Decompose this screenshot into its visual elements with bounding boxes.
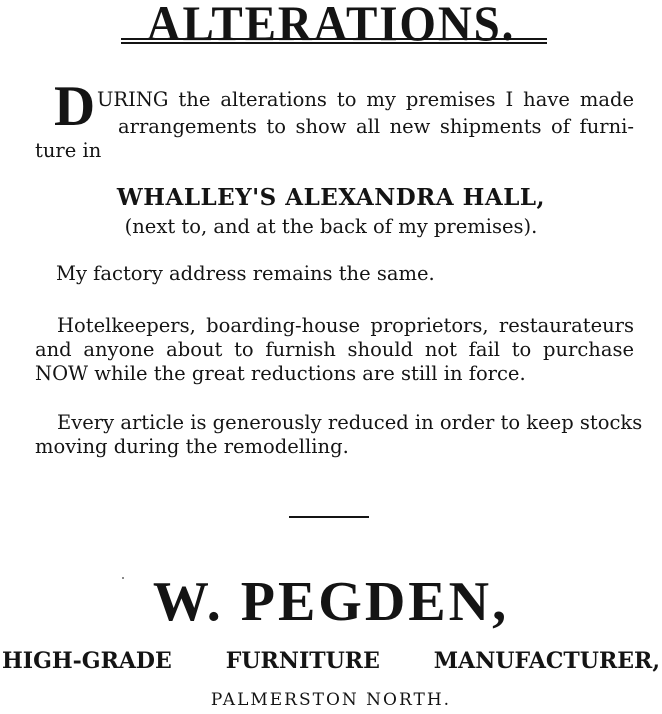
drop-cap: D <box>54 75 96 138</box>
reduction-line-1: Every article is generously reduced in order to keep stocks <box>57 411 643 434</box>
appeal-line-1: Hotelkeepers, boarding-house proprietors, restaurateurs <box>57 314 634 337</box>
factory-note: My factory address remains the same. <box>56 262 435 285</box>
intro-line-1: URING the alterations to my premises I have made <box>97 88 634 111</box>
hall-name: WHALLEY'S ALEXANDRA HALL, <box>116 184 546 211</box>
reduction-line-2: moving during the remodelling. <box>35 435 349 458</box>
intro-line-2: arrangements to show all new shipments of furni- <box>118 115 634 138</box>
hall-location: (next to, and at the back of my premises). <box>124 215 538 238</box>
town-name: PALMERSTON NORTH. <box>210 690 452 710</box>
intro-line-3: ture in <box>35 139 102 162</box>
advert-headline: ALTERATIONS. <box>146 0 516 51</box>
proprietor-name: W. PEGDEN, <box>152 571 510 633</box>
appeal-line-3: NOW while the great reductions are still in force. <box>35 362 526 385</box>
trade-description: HIGH-GRADE FURNITURE MANUFACTURER, <box>2 648 660 674</box>
appeal-line-2: and anyone about to furnish should not fail to purchase <box>35 338 634 361</box>
headline-underline <box>121 38 547 40</box>
section-divider <box>289 516 369 518</box>
headline-underline-second <box>121 42 547 44</box>
